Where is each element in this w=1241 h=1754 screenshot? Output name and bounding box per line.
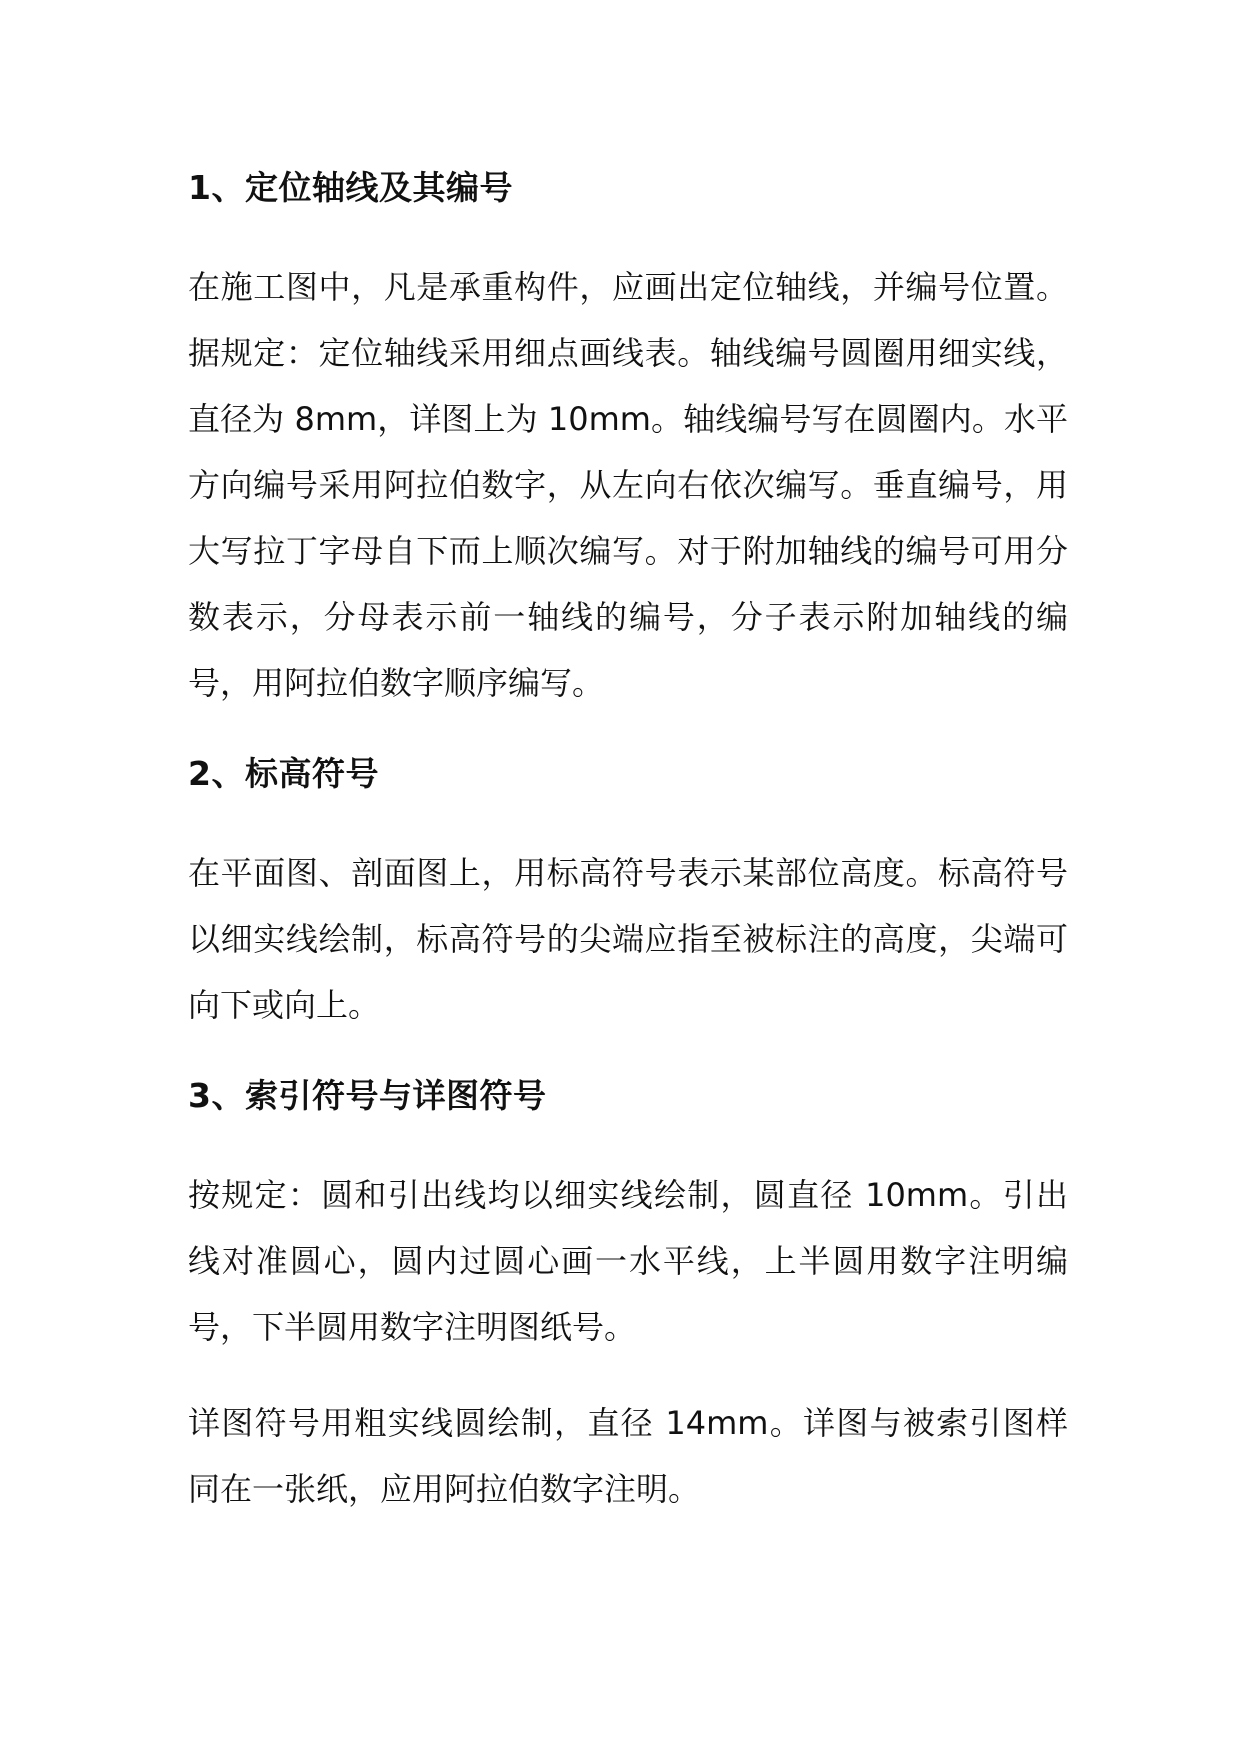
section-paragraph: 在施工图中，凡是承重构件，应画出定位轴线，并编号位置。据规定：定位轴线采用细点画线表。轴线编号圆圈用细实线，直径为 8mm，详图上为 10mm。轴线编号写在圆圈内。水平方向编号采用阿拉伯数字，从左向右依次编写。垂直编号，用大写拉丁字母自下而上顺次编写。对于附加轴线的编号可用分数表示，分母表示前一轴线的编号，分子表示附加轴线的编号，用阿拉伯数字顺序编写。	[188, 268, 1068, 702]
section-heading: 1、定位轴线及其编号	[188, 168, 513, 207]
section-index-symbols	[188, 1068, 1068, 1522]
section-axis	[188, 160, 1068, 716]
document-page	[188, 160, 1068, 1552]
section-heading: 3、索引符号与详图符号	[188, 1076, 547, 1115]
section-paragraph: 按规定：圆和引出线均以细实线绘制，圆直径 10mm。引出线对准圆心，圆内过圆心画一水平线，上半圆用数字注明编号，下半圆用数字注明图纸号。	[188, 1176, 1068, 1346]
section-paragraph: 在平面图、剖面图上，用标高符号表示某部位高度。标高符号以细实线绘制，标高符号的尖端应指至被标注的高度，尖端可向下或向上。	[188, 854, 1068, 1024]
section-heading: 2、标高符号	[188, 754, 379, 793]
section-elevation	[188, 746, 1068, 1038]
section-paragraph: 详图符号用粗实线圆绘制，直径 14mm。详图与被索引图样同在一张纸，应用阿拉伯数字注明。	[188, 1404, 1068, 1508]
